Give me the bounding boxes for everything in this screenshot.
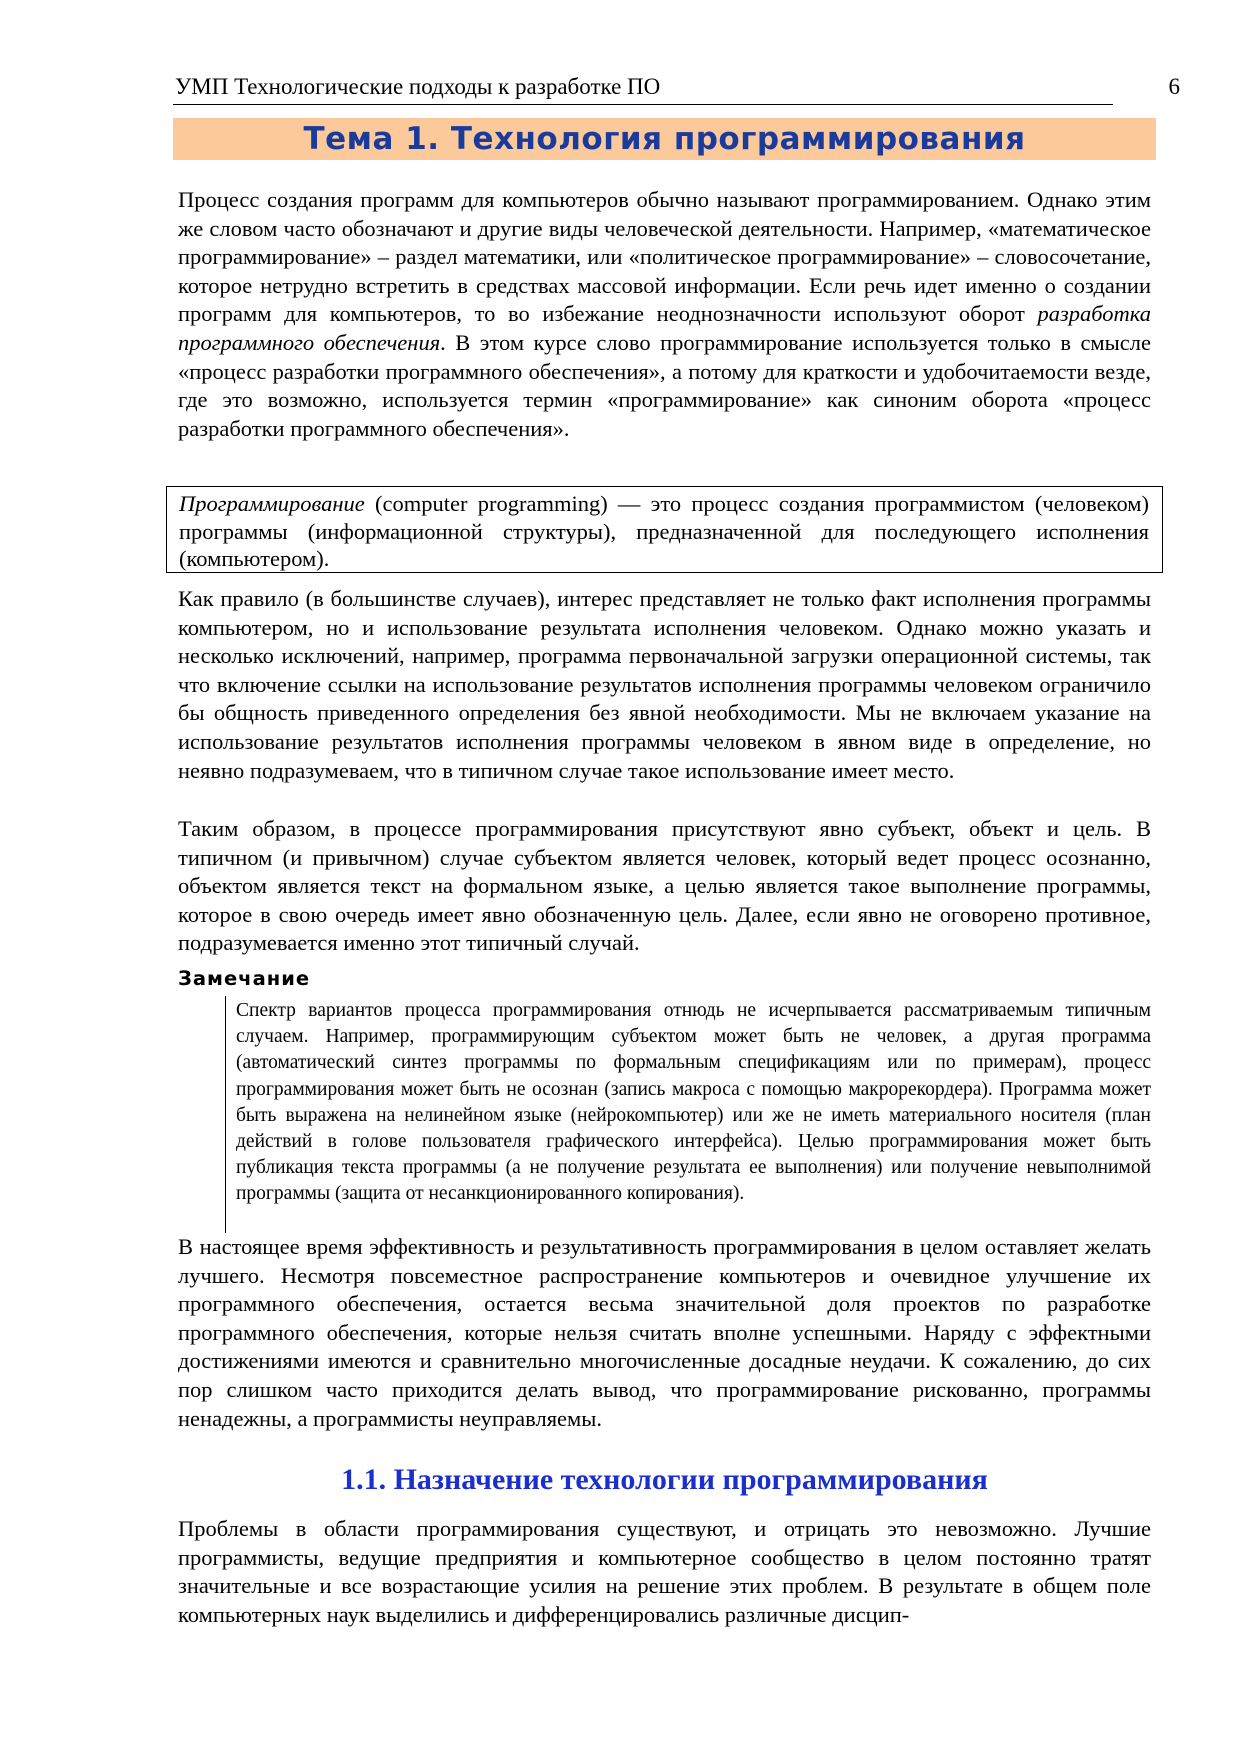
page-header xyxy=(175,72,1180,108)
definition-term: Программирование xyxy=(179,491,365,516)
paragraph-problems-text: Проблемы в области программирования существуют, и отрицать это невозможно. Лучшие программисты, ведущие предприятия и компьютерное сообщество в целом постоянно тратят значительные и все возрастающие усилия на решение этих проблем. В результате в общем поле компьютерных наук выделились и дифференцировались различные дисцип- xyxy=(178,1516,1151,1627)
header-title: УМП Технологические подходы к разработке ПО xyxy=(175,74,661,99)
definition-text xyxy=(179,490,1149,573)
definition-body: (computer programming) — это процесс создания программистом (человеком) программы (информационной структуры), предназначенной для последующего исполнения (компьютером). xyxy=(179,491,1149,571)
page-number: 6 xyxy=(1168,74,1180,99)
paragraph-intro-emphasis: разработка программного обеспечения xyxy=(178,301,1151,355)
header-divider xyxy=(173,104,1113,105)
paragraph-usage xyxy=(178,585,1151,785)
paragraph-subject-object xyxy=(178,815,1151,958)
paragraph-usage-text: Как правило (в большинстве случаев), интерес представляет не только факт исполнения программы компьютером, но и использование результата исполнения человеком. Однако можно указать и несколько исключений, например, программа первоначальной загрузки операционной системы, так что включение ссылки на использование результатов исполнения программы человеком ограничило бы общность приведенного определения без явной необходимости. Мы не включаем указание на использование результатов исполнения программы человеком в явном виде в определение, но неявно подразумеваем, что в типичном случае такое использование имеет место. xyxy=(178,586,1151,783)
paragraph-effectiveness xyxy=(178,1233,1151,1433)
topic-title: Тема 1. Технология программирования xyxy=(173,118,1156,160)
definition-box xyxy=(166,486,1163,573)
note-bar xyxy=(225,996,226,1233)
note-text: Спектр вариантов процесса программирования отнюдь не исчерпывается рассматриваемым типичным случаем. Например, программирующим субъектом может быть не человек, а другая программа (автоматический синтез программы по формальным спецификациям или по примерам), процесс программирования может быть не осознан (запись макроса с помощью макрорекордера). Программа может быть выражена на нелинейном языке (нейрокомпьютер) или же не иметь материального носителя (план действий в голове пользователя графического интерфейса). Целью программирования может быть публикация текста программы (а не получение результата ее выполнения) или получение невыполнимой программы (защита от несанкционированного копирования). xyxy=(236,1000,1151,1205)
section-heading: 1.1. Назначение технологии программирования xyxy=(341,1463,988,1496)
paragraph-subject-object-text: Таким образом, в процессе программирования присутствуют явно субъект, объект и цель. В типичном (и привычном) случае субъектом является человек, который ведет процесс осознанно, объектом является текст на формальном языке, а целью является такое выполнение программы, которое в свою очередь имеет явно обозначенную цель. Далее, если явно не оговорено противное, подразумевается именно этот типичный случай. xyxy=(178,816,1151,956)
paragraph-intro-part2: . В этом курсе слово программирование используется только в смысле «процесс разработки программного обеспечения», а потому для краткости и удобочитаемости везде, где это возможно, используется термин «программирование» как синоним оборота «процесс разработки программного обеспечения». xyxy=(178,329,1151,441)
note-label: Замечание xyxy=(178,967,311,990)
paragraph-effectiveness-text: В настоящее время эффективность и результативность программирования в целом оставляет желать лучшего. Несмотря повсеместное распространение компьютеров и очевидное улучшение их программного обеспечения, остается весьма значительной доля проектов по разработке программного обеспечения, которые нельзя считать вполне успешными. Наряду с эффектными достижениями имеются и сравнительно многочисленные досадные неудачи. К сожалению, до сих пор слишком часто приходится делать вывод, что программирование рискованно, программы ненадежны, а программисты неуправляемы. xyxy=(178,1234,1151,1431)
paragraph-intro-part1: Процесс создания программ для компьютеров обычно называют программированием. Однако этим же словом часто обозначают и другие виды человеческой деятельности. Например, «математическое программирование» – раздел математики, или «политическое программирование» – словосочетание, которое нетрудно встретить в средствах массовой информации. Если речь идет именно о создании программ для компьютеров, то во избежание неоднозначности используют оборот xyxy=(178,187,1151,327)
paragraph-problems xyxy=(178,1515,1151,1629)
paragraph-intro xyxy=(178,186,1151,443)
